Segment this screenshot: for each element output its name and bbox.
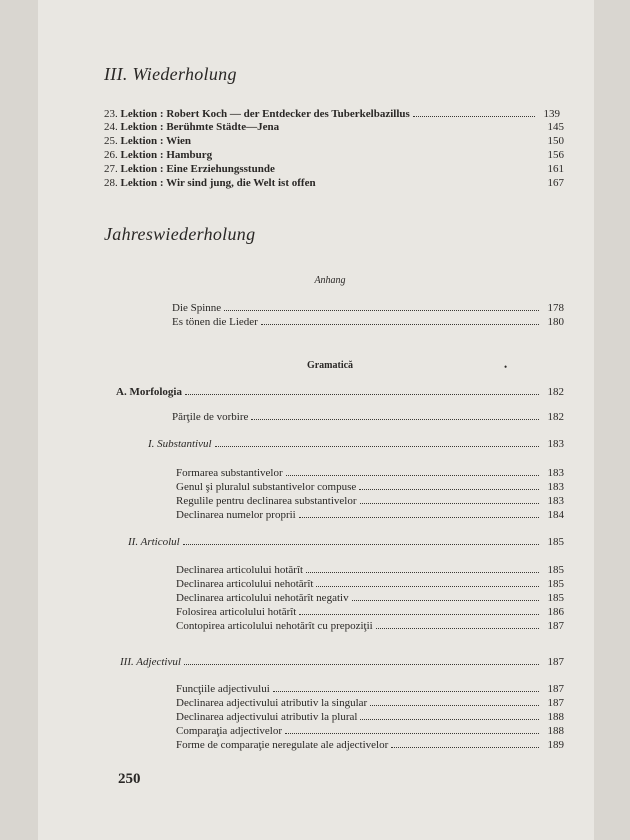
page-ref: 188 [547, 711, 564, 723]
page-ref: 180 [547, 316, 564, 328]
page-ref: 139 [543, 108, 560, 120]
toc-row: Forme de comparaţie neregulate ale adjectivelor 189 [176, 739, 564, 751]
toc-row: 26. Lektion : Hamburg 156 [104, 149, 564, 161]
page-ref: 185 [547, 536, 564, 548]
page-ref: 183 [547, 467, 564, 479]
leader-dots [251, 409, 539, 420]
toc-row-adjectivul: III. Adjectivul 187 [120, 656, 564, 668]
toc-row: 24. Lektion : Berühmte Städte—Jena 145 [104, 121, 564, 133]
leader-dots [185, 384, 539, 395]
toc-row: Regulile pentru declinarea substantivelor 183 [176, 495, 564, 507]
toc-row: Formarea substantivelor 183 [176, 467, 564, 479]
toc-row: Es tönen die Lieder 180 [172, 316, 564, 328]
leader-dots [413, 106, 535, 117]
leader-dots [184, 654, 539, 665]
leader-dots [273, 681, 539, 692]
leader-dots [359, 479, 539, 490]
leader-dots [261, 314, 539, 325]
leader-dots [360, 493, 539, 504]
page-ref: 188 [547, 725, 564, 737]
leader-dots [391, 737, 539, 748]
toc-row: Declinarea adjectivului atributiv la plural 188 [176, 711, 564, 723]
toc-row: Declinarea numelor proprii 184 [176, 509, 564, 521]
section-heading-jahreswiederholung: Jahreswiederholung [104, 224, 256, 244]
leader-dots [224, 300, 539, 311]
ink-mark: • [504, 362, 508, 372]
page-ref: 145 [547, 121, 564, 133]
page-ref: 183 [547, 438, 564, 450]
page-ref: 184 [547, 509, 564, 521]
page-ref: 150 [547, 135, 564, 147]
page-ref: 183 [547, 481, 564, 493]
page-ref: 182 [547, 411, 564, 423]
toc-row-articolul: II. Articolul 185 [128, 536, 564, 548]
toc-row: 27. Lektion : Eine Erziehungsstunde 161 [104, 163, 564, 175]
page-ref: 183 [547, 495, 564, 507]
toc-row-substantivul: I. Substantivul 183 [148, 438, 564, 450]
toc-row: 28. Lektion : Wir sind jung, die Welt ist offen 167 [104, 177, 564, 189]
toc-row: Declinarea articolului hotărît 185 [176, 564, 564, 576]
leader-dots [360, 709, 539, 720]
toc-row: Comparaţia adjectivelor 188 [176, 725, 564, 737]
toc-row: Die Spinne 178 [172, 302, 564, 314]
subheading-anhang: Anhang [314, 275, 346, 286]
page-ref: 187 [547, 620, 564, 632]
leader-dots [376, 618, 539, 629]
toc-row: Părţile de vorbire 182 [172, 411, 564, 423]
leader-dots [299, 507, 539, 518]
leader-dots [285, 723, 539, 734]
leader-dots [370, 695, 539, 706]
page-ref: 189 [547, 739, 564, 751]
page-ref: 185 [547, 592, 564, 604]
page-ref: 187 [547, 656, 564, 668]
toc-row: Folosirea articolului hotărît 186 [176, 606, 564, 618]
section-heading-wiederholung: III. Wiederholung [104, 64, 237, 84]
page-ref: 185 [547, 578, 564, 590]
page-ref: 178 [547, 302, 564, 314]
toc-row: 23. Lektion : Robert Koch — der Entdecker des Tuberkelbazillus 139 [104, 108, 560, 120]
page-ref: 186 [547, 606, 564, 618]
toc-row: Declinarea articolului nehotărît negativ 185 [176, 592, 564, 604]
leader-dots [215, 436, 539, 447]
page-ref: 187 [547, 697, 564, 709]
toc-row: Declinarea articolului nehotărît 185 [176, 578, 564, 590]
leader-dots [316, 576, 539, 587]
subheading-gramatica: Gramatică [306, 360, 354, 371]
page-number: 250 [118, 771, 141, 787]
leader-dots [183, 534, 539, 545]
toc-row: Declinarea adjectivului atributiv la singular 187 [176, 697, 564, 709]
page-ref: 182 [547, 386, 564, 398]
toc-row: Genul şi pluralul substantivelor compuse 183 [176, 481, 564, 493]
toc-row-morfologia: A. Morfologia 182 [116, 386, 564, 398]
leader-dots [286, 465, 539, 476]
toc-row: Contopirea articolului nehotărît cu prepoziţii 187 [176, 620, 564, 632]
leader-dots [352, 590, 539, 601]
leader-dots [306, 562, 539, 573]
page-ref: 185 [547, 564, 564, 576]
toc-row: 25. Lektion : Wien 150 [104, 135, 564, 147]
page-ref: 156 [547, 149, 564, 161]
page-ref: 167 [547, 177, 564, 189]
leader-dots [299, 604, 539, 615]
page-ref: 161 [547, 163, 564, 175]
toc-row: Funcţiile adjectivului 187 [176, 683, 564, 695]
page-ref: 187 [547, 683, 564, 695]
